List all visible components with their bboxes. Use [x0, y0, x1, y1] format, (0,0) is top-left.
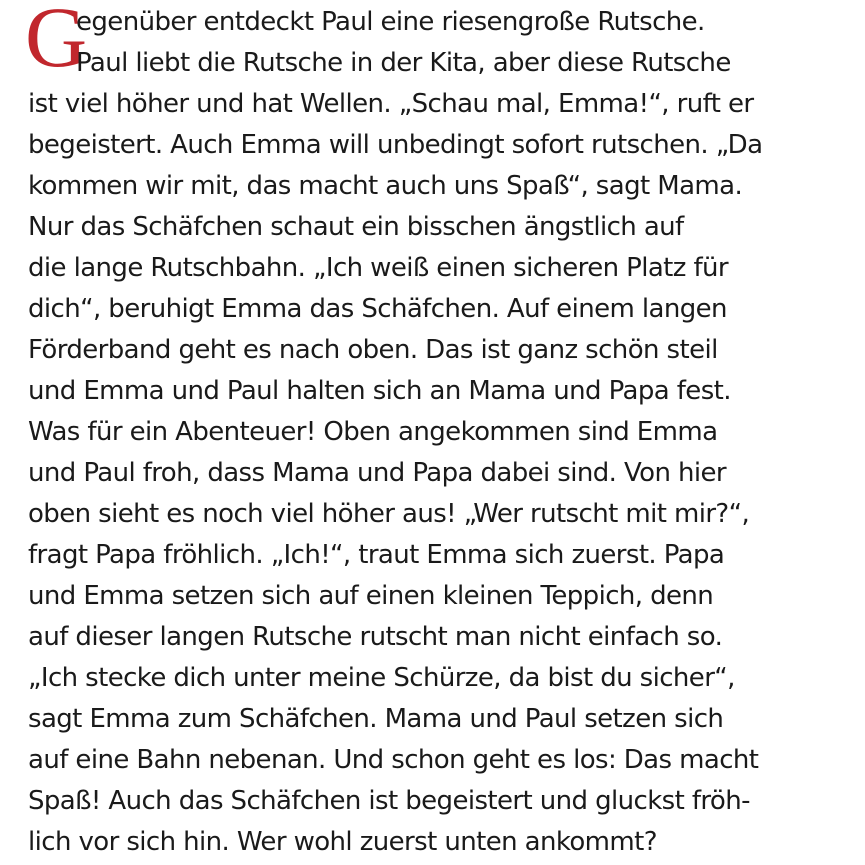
text-line-2: Paul liebt die Rutsche in der Kita, aber diese Rutsche [76, 48, 731, 78]
text-line-18: sagt Emma zum Schäfchen. Mama und Paul setzen sich [28, 704, 724, 734]
drop-cap-letter: G [25, 0, 88, 85]
text-line-12: und Paul froh, dass Mama und Papa dabei sind. Von hier [28, 458, 726, 488]
text-line-19: auf eine Bahn nebenan. Und schon geht es los: Das macht [28, 745, 759, 775]
text-line-5: kommen wir mit, das macht auch uns Spaß“, sagt Mama. [28, 171, 743, 201]
text-line-16: auf dieser langen Rutsche rutscht man nicht einfach so. [28, 622, 723, 652]
text-line-13: oben sieht es noch viel höher aus! „Wer rutscht mit mir?“, [28, 499, 750, 529]
text-line-6: Nur das Schäfchen schaut ein bisschen ängstlich auf [28, 212, 684, 242]
text-line-1: egenüber entdeckt Paul eine riesengroße Rutsche. [76, 7, 705, 37]
text-line-10: und Emma und Paul halten sich an Mama und Papa fest. [28, 376, 731, 406]
text-line-20: Spaß! Auch das Schäfchen ist begeistert und gluckst fröh- [28, 786, 750, 816]
text-line-14: fragt Papa fröhlich. „Ich!“, traut Emma sich zuerst. Papa [28, 540, 725, 570]
text-line-9: Förderband geht es nach oben. Das ist ganz schön steil [28, 335, 718, 365]
text-line-11: Was für ein Abenteuer! Oben angekommen sind Emma [28, 417, 718, 447]
text-line-4: begeistert. Auch Emma will unbedingt sofort rutschen. „Da [28, 130, 763, 160]
text-line-15: und Emma setzen sich auf einen kleinen Teppich, denn [28, 581, 714, 611]
text-line-7: die lange Rutschbahn. „Ich weiß einen sicheren Platz für [28, 253, 728, 283]
text-line-8: dich“, beruhigt Emma das Schäfchen. Auf einem langen [28, 294, 727, 324]
text-line-3: ist viel höher und hat Wellen. „Schau mal, Emma!“, ruft er [28, 89, 754, 119]
text-line-17: „Ich stecke dich unter meine Schürze, da bist du sicher“, [28, 663, 735, 693]
text-line-21: lich vor sich hin. Wer wohl zuerst unten ankommt? [28, 827, 657, 857]
